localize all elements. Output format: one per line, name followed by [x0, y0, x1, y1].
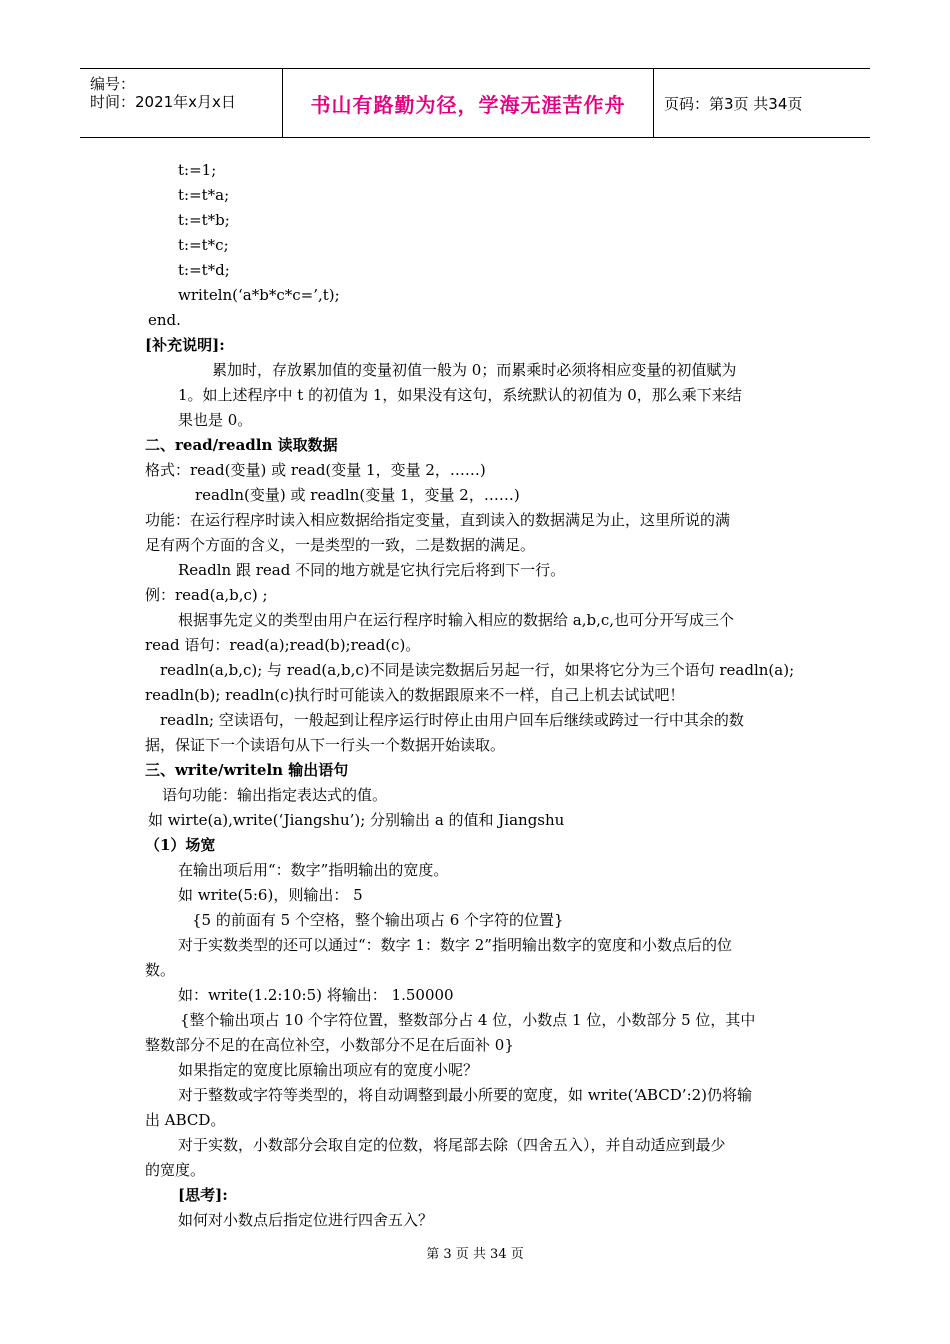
- paragraph-line: 如 wirte(a),write(‘Jiangshu’); 分别输出 a 的值和 Jiangshu: [148, 811, 565, 829]
- code-line: t:=t*c;: [178, 236, 229, 254]
- paragraph-line: 据，保证下一个读语句从下一行头一个数据开始读取。: [145, 736, 506, 754]
- paragraph-line: 出 ABCD。: [145, 1111, 226, 1129]
- paragraph-line: 如：write(1.2:10:5) 将输出： 1.50000: [178, 986, 454, 1004]
- paragraph-line: 足有两个方面的含义，一是类型的一致，二是数据的满足。: [145, 536, 536, 554]
- paragraph-line: {5 的前面有 5 个空格，整个输出项占 6 个字符的位置}: [192, 911, 564, 929]
- paragraph-line: 对于整数或字符等类型的，将自动调整到最小所要的宽度，如 write(‘ABCD’:2)仍将输: [178, 1086, 753, 1104]
- code-line: t:=1;: [178, 161, 217, 179]
- paragraph-line: 对于实数，小数部分会取自定的位数，将尾部去除（四舍五入），并自动适应到最少: [178, 1136, 726, 1154]
- paragraph-line: 如 write(5:6)，则输出： 5: [178, 886, 363, 904]
- section-heading: 二、read/readln 读取数据: [145, 436, 338, 454]
- paragraph-line: 功能：在运行程序时读入相应数据给指定变量，直到读入的数据满足为止，这里所说的满: [145, 511, 731, 529]
- header-meta-cell: [80, 69, 283, 137]
- header-motto-cell: [283, 69, 654, 137]
- paragraph-line: 在输出项后用“：数字”指明输出的宽度。: [178, 861, 449, 879]
- subsection-heading: （1）场宽: [145, 836, 216, 854]
- paragraph-line: readln(变量) 或 readln(变量 1，变量 2，……): [195, 486, 520, 504]
- paragraph-line: 累加时，存放累加值的变量初值一般为 0；而累乘时必须将相应变量的初值赋为: [212, 361, 737, 379]
- code-line: t:=t*a;: [178, 186, 230, 204]
- document-number-label: 编号：: [90, 75, 136, 93]
- page-footer: 第 3 页 共 34 页: [426, 1247, 524, 1262]
- supplement-heading: [补充说明]:: [145, 336, 225, 354]
- paragraph-line: 整数部分不足的在高位补空，小数部分不足在后面补 0}: [145, 1036, 514, 1054]
- paragraph-line: readln(a,b,c); 与 read(a,b,c)不同是读完数据后另起一行，如果将它分为三个语句 readln(a);: [160, 661, 795, 679]
- paragraph-line: read 语句：read(a);read(b);read(c)。: [145, 636, 421, 654]
- paragraph-line: 的宽度。: [145, 1161, 206, 1179]
- code-line: end.: [148, 311, 181, 329]
- paragraph-line: readln; 空读语句，一般起到让程序运行时停止由用户回车后继续或跨过一行中其余的数: [160, 711, 744, 729]
- section-heading: 三、write/writeln 输出语句: [145, 761, 349, 779]
- paragraph-line: 语句功能：输出指定表达式的值。: [162, 786, 388, 804]
- header-page-number: 页码：第3页 共34页: [664, 94, 803, 113]
- paragraph-line: 果也是 0。: [178, 411, 253, 429]
- paragraph-line: 1。如上述程序中 t 的初值为 1，如果没有这句，系统默认的初值为 0，那么乘下来结: [178, 386, 742, 404]
- paragraph-line: 根据事先定义的类型由用户在运行程序时输入相应的数据给 a,b,c,也可分开写成三个: [178, 611, 735, 629]
- code-line: t:=t*d;: [178, 261, 230, 279]
- paragraph-line: 如何对小数点后指定位进行四舍五入？: [178, 1211, 434, 1229]
- paragraph-line: 例：read(a,b,c) ;: [145, 586, 268, 604]
- header-motto: 书山有路勤为径，学海无涯苦作舟: [310, 92, 626, 117]
- paragraph-line: Readln 跟 read 不同的地方就是它执行完后将到下一行。: [178, 561, 566, 579]
- paragraph-line: readln(b); readln(c)执行时可能读入的数据跟原来不一样，自己上机去试试吧！: [145, 686, 685, 704]
- code-line: t:=t*b;: [178, 211, 230, 229]
- header-page-cell: [654, 69, 870, 137]
- paragraph-line: 对于实数类型的还可以通过“：数字 1：数字 2”指明输出数字的宽度和小数点后的位: [178, 936, 732, 954]
- think-heading: [思考]:: [178, 1186, 228, 1204]
- page-header: [80, 68, 870, 138]
- code-line: writeln(‘a*b*c*c=’,t);: [178, 286, 340, 304]
- paragraph-line: 数。: [145, 961, 176, 979]
- paragraph-line: 如果指定的宽度比原输出项应有的宽度小呢？: [178, 1061, 479, 1079]
- paragraph-line: 格式：read(变量) 或 read(变量 1，变量 2，……): [145, 461, 486, 479]
- paragraph-line: {整个输出项占 10 个字符位置，整数部分占 4 位，小数点 1 位，小数部分 5 位，其中: [180, 1011, 756, 1029]
- document-date-label: 时间：2021年x月x日: [90, 93, 236, 111]
